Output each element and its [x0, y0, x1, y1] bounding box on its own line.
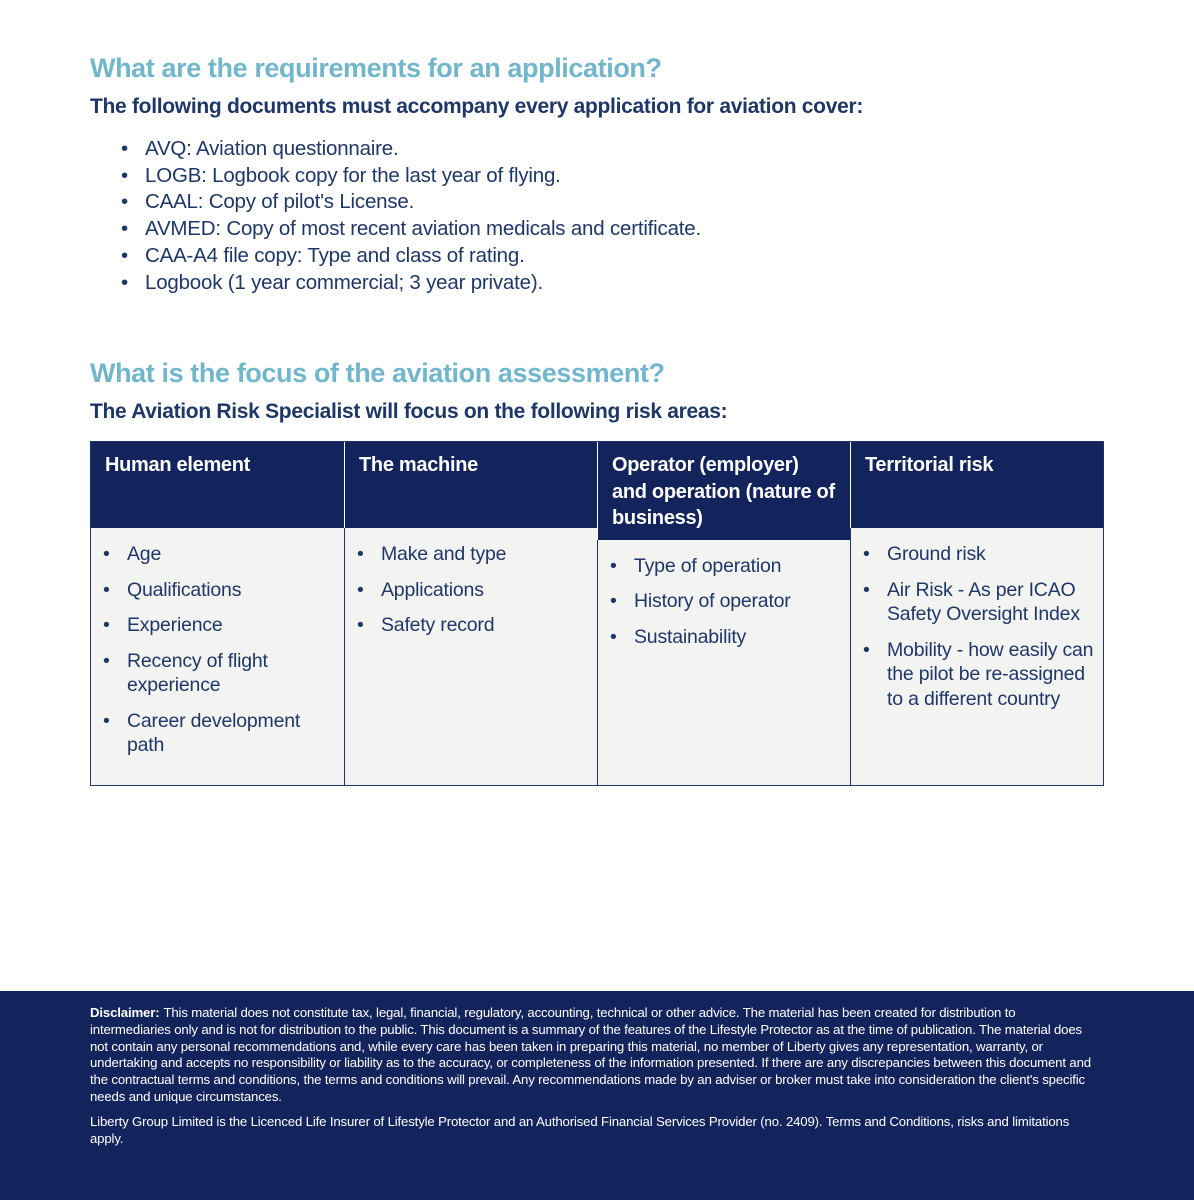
legal-footer — [0, 991, 1194, 1200]
required-documents-list — [90, 136, 1106, 296]
document-content — [90, 0, 1106, 786]
list-item: • Experience — [91, 613, 336, 638]
table-column-the-machine — [344, 442, 597, 785]
list-item: • Ground risk — [851, 542, 1095, 567]
list-item: • History of operator — [598, 589, 842, 614]
list-item: • Type of operation — [598, 554, 842, 579]
risk-areas-table — [90, 441, 1104, 786]
disclaimer-text: This material does not constitute tax, legal, financial, regulatory, accounting, technical or other advice. The material has been created for distribution to intermediaries only and is not for distribution to the public. This document is a summary of the features of the Lifestyle Protector as at the time of publication. The material does not contain any personal recommendations and, while every care has been taken in preparing this material, no member of Liberty gives any representation, warranty, or undertaking and accepts no responsibility or liability as to the accuracy, or completeness of the information presented. If there are any discrepancies between this document and the contractual terms and conditions, the terms and conditions will prevail. Any recommendations made by an adviser or broker must take into consideration the client's specific needs and unique circumstances. — [90, 1005, 1091, 1104]
list-item: • LOGB: Logbook copy for the last year of flying. — [90, 163, 1106, 190]
column-items-human-element — [91, 528, 344, 785]
list-item: • AVQ: Aviation questionnaire. — [90, 136, 1106, 163]
list-item: • Mobility - how easily can the pilot be re-assigned to a different country — [851, 638, 1095, 712]
column-header-operator: Operator (employer) and operation (nature of business) — [597, 442, 850, 540]
list-item: • Air Risk - As per ICAO Safety Oversight Index — [851, 578, 1095, 627]
column-items-operator — [597, 540, 850, 785]
list-item: • Career development path — [91, 709, 336, 758]
table-column-operator — [597, 442, 850, 785]
column-header-human-element: Human element — [91, 442, 344, 528]
list-item: • CAAL: Copy of pilot's License. — [90, 189, 1106, 216]
list-item: • Logbook (1 year commercial; 3 year private). — [90, 270, 1106, 297]
assessment-intro-text: The Aviation Risk Specialist will focus on the following risk areas: — [90, 400, 728, 424]
requirements-intro-text: The following documents must accompany every application for aviation cover: — [90, 95, 864, 118]
list-item: • Qualifications — [91, 578, 336, 603]
list-item: • Make and type — [345, 542, 589, 567]
list-item: • Applications — [345, 578, 589, 603]
table-column-human-element — [91, 442, 344, 785]
column-header-the-machine: The machine — [344, 442, 597, 528]
table-column-territorial-risk — [850, 442, 1103, 785]
disclaimer-label: Disclaimer: — [90, 1005, 160, 1020]
list-item: • Age — [91, 542, 336, 567]
column-items-territorial-risk — [850, 528, 1103, 785]
column-header-territorial-risk: Territorial risk — [850, 442, 1103, 528]
assessment-section-heading: What is the focus of the aviation assessment? — [90, 358, 665, 389]
list-item: • CAA-A4 file copy: Type and class of rating. — [90, 243, 1106, 270]
column-items-the-machine — [344, 528, 597, 785]
list-item: • AVMED: Copy of most recent aviation medicals and certificate. — [90, 216, 1106, 243]
list-item: • Sustainability — [598, 625, 842, 650]
company-licence-line: Liberty Group Limited is the Licenced Life Insurer of Lifestyle Protector and an Authorised Financial Services Provider (no. 2409). Terms and Conditions, risks and limitations apply. — [90, 1113, 1070, 1146]
requirements-section-heading: What are the requirements for an application? — [90, 53, 662, 83]
disclaimer-paragraph — [90, 1005, 1094, 1106]
list-item: • Recency of flight experience — [91, 649, 336, 698]
list-item: • Safety record — [345, 613, 589, 638]
